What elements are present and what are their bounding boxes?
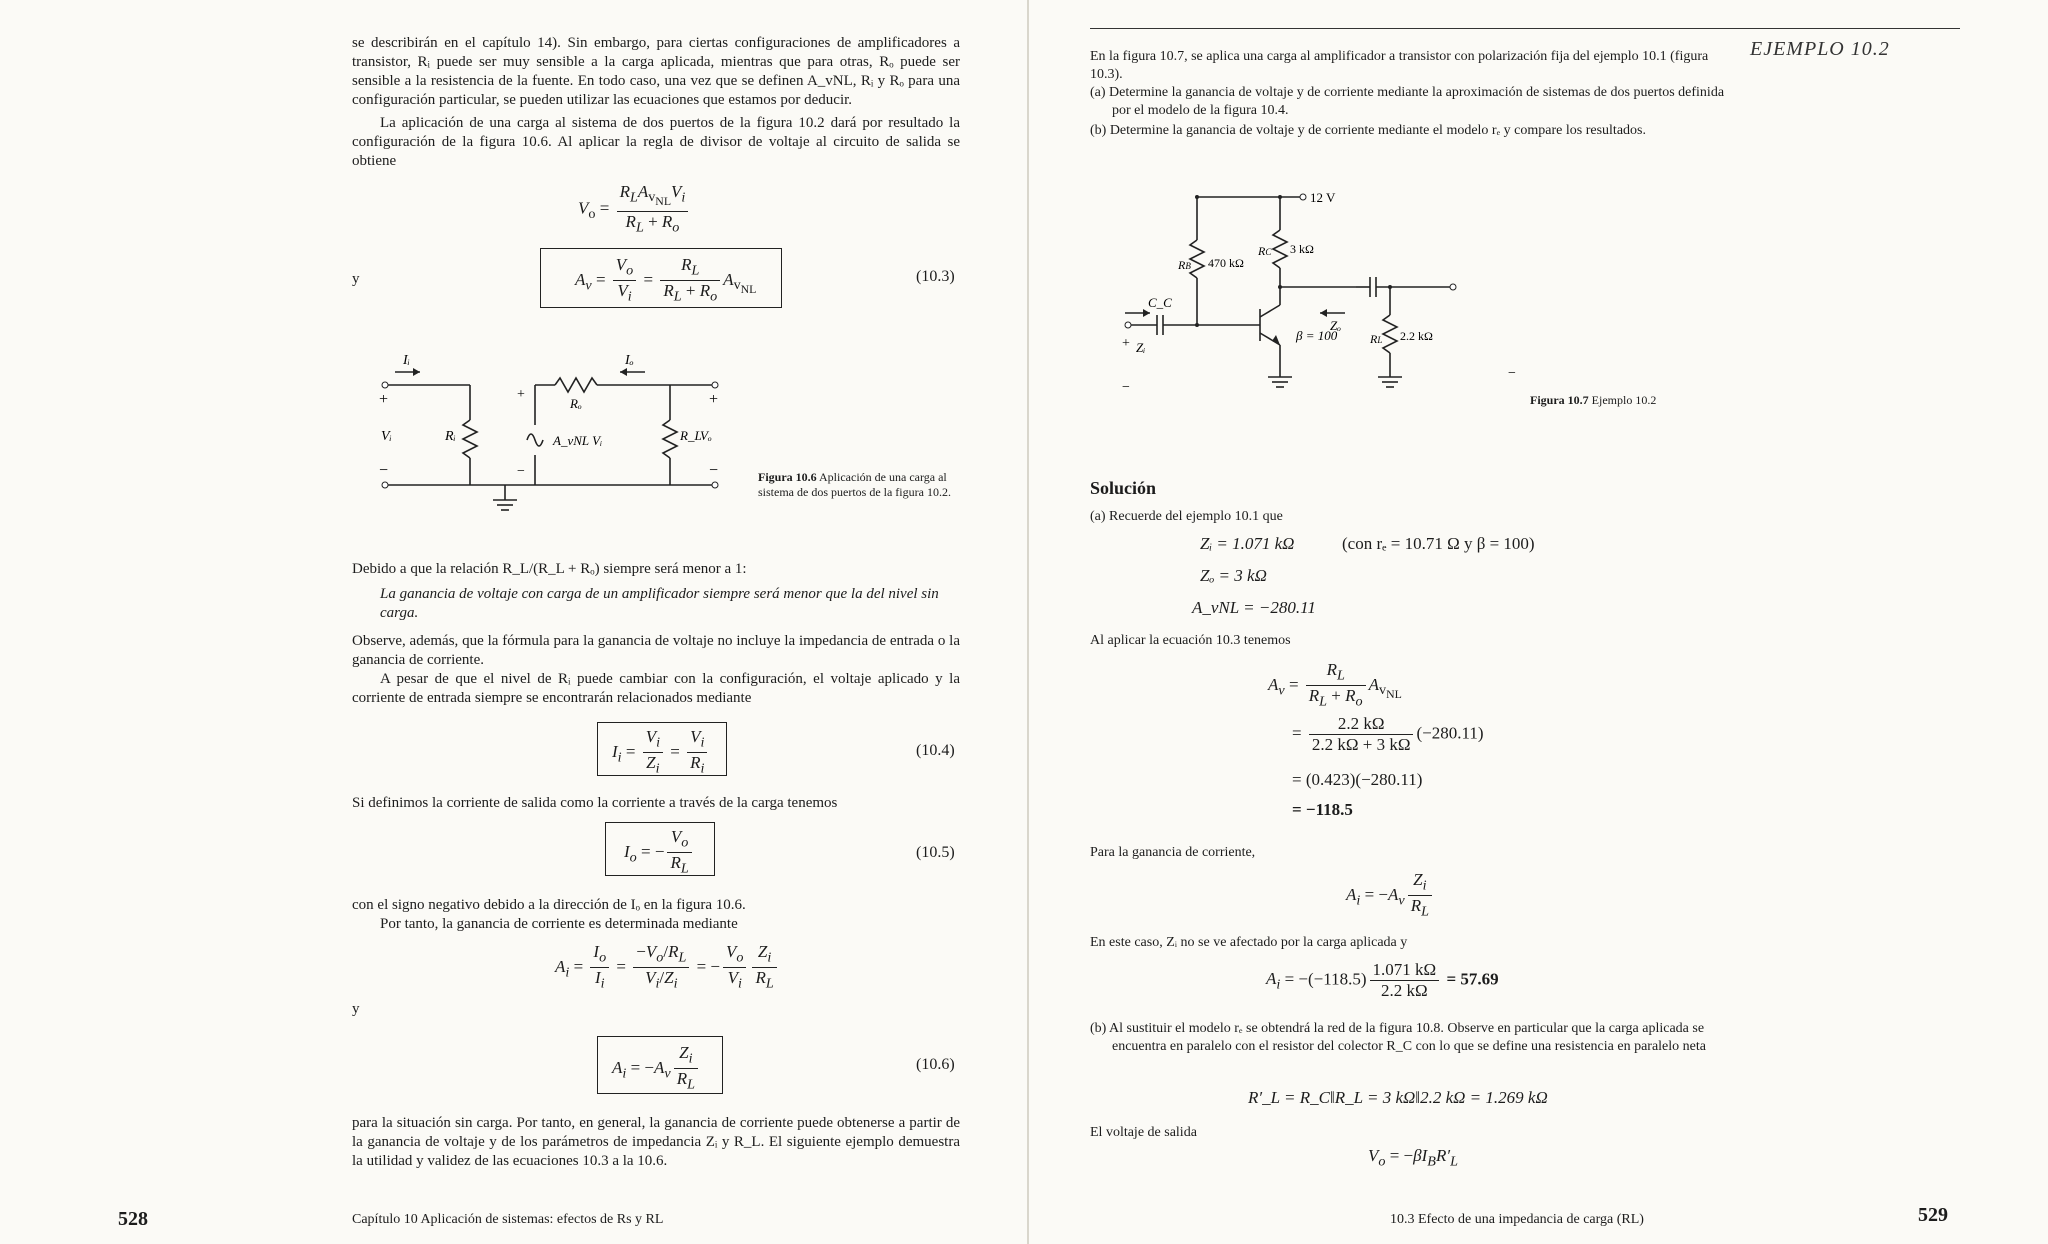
- figure-10-7-circuit: [1100, 185, 1520, 395]
- label-rl-value: 2.2 kΩ: [1400, 329, 1433, 343]
- equation-vo-divider: $V_o$ = $\frac{R_LA_{v_{NL}}V_i}{R_L + R_o}$: [578, 182, 691, 238]
- equation-av-step1: $A_v$ = $\frac{R_L}{R_L + R_o}$ $A_{v_{NL}}$: [1268, 660, 1402, 710]
- svg-text:+: +: [517, 387, 525, 402]
- equation-box-10-6: $A_i = -A_v$ $\frac{Z_i}{R_L}$: [597, 1036, 723, 1094]
- page-number-right: 529: [1918, 1204, 1948, 1226]
- page-number-left: 528: [118, 1208, 148, 1230]
- equation-av-step2: = $\frac{2.2 k\Omega}{2.2 k\Omega + 3 k\Omega}$ (−280.11): [1292, 714, 1484, 754]
- footer-left: Capítulo 10 Aplicación de sistemas: efectos de Rs y RL: [352, 1212, 664, 1227]
- example-intro: En la figura 10.7, se aplica una carga al amplificador a transistor con polarización fija del ejemplo 10.1 (figura 10.3).: [1090, 49, 1709, 82]
- quote-voltage-gain: La ganancia de voltaje con carga de un amplificador siempre será menor que la del nivel sin carga.: [380, 586, 939, 621]
- solution-part-a: (a) Recuerde del ejemplo 10.1 que: [1090, 509, 1283, 524]
- svg-text:RC: RC: [1258, 244, 1272, 258]
- figure-10-6-caption: [758, 470, 958, 500]
- label-zi: Zᵢ: [1136, 340, 1146, 355]
- equation-number-10-6: (10.6): [916, 1056, 955, 1073]
- solution-part-b: (b) Al sustituir el modelo rₑ se obtendrá la red de la figura 10.8. Observe en particular que la carga aplicada se encuentra en paralelo con el resistor del colector R_C con lo que se define una resistencia en paralelo neta: [1090, 1021, 1706, 1054]
- equation-vout: $V_o = -\beta I_BR'_L$: [1368, 1146, 1458, 1170]
- figure-10-6-circuit: [375, 350, 735, 520]
- equation-rl-parallel: R′_L = R_C‖R_L = 3 kΩ‖2.2 kΩ = 1.269 kΩ: [1248, 1088, 1548, 1107]
- paragraph-5: A pesar de que el nivel de Rᵢ puede cambiar con la configuración, el voltaje aplicado y la corriente de entrada siempre se encontrarán relacionados mediante: [352, 671, 960, 706]
- equation-av-step3: = (0.423)(−280.11): [1292, 770, 1423, 789]
- svg-text:−: −: [379, 462, 389, 479]
- svg-text:+: +: [1122, 336, 1130, 351]
- equation-av-result: = −118.5: [1292, 800, 1353, 819]
- label-vi: Vᵢ: [381, 429, 392, 444]
- example-title: EJEMPLO 10.2: [1750, 38, 1890, 60]
- svg-text:RB: RB: [1178, 258, 1191, 272]
- paragraph-7: con el signo negativo debido a la dirección de Iₒ en la figura 10.6.: [352, 897, 746, 913]
- current-gain-intro: Para la ganancia de corriente,: [1090, 845, 1256, 860]
- conjunction-y-2: y: [352, 1001, 360, 1017]
- figure-10-7-caption: [1530, 393, 1656, 408]
- ai-result: = 57.69: [1446, 969, 1499, 989]
- equation-box-10-4: $I_i$ = $\frac{V_i}{Z_i}$ = $\frac{V_i}{R_i}$: [597, 722, 727, 776]
- equation-number-10-3: (10.3): [916, 268, 955, 285]
- svg-text:−: −: [1122, 380, 1130, 395]
- label-rb-value: 470 kΩ: [1208, 256, 1244, 270]
- label-io: Iₒ: [625, 353, 634, 368]
- paragraph-3: Debido a que la relación R_L/(R_L + Rₒ) siempre será menor a 1:: [352, 561, 747, 577]
- caption-text: Aplicación de una carga al sistema de dos puertos de la figura 10.2.: [758, 470, 951, 499]
- zi-unaffected-text: En este caso, Zᵢ no se ve afectado por la carga aplicada y: [1090, 935, 1408, 950]
- svg-text:−: −: [517, 464, 525, 479]
- svg-text:RL: RL: [1370, 332, 1383, 346]
- footer-right: 10.3 Efecto de una impedancia de carga (RL): [1390, 1212, 1644, 1227]
- apply-equation-text: Al aplicar la ecuación 10.3 tenemos: [1090, 633, 1291, 648]
- paragraph-4: Observe, además, que la fórmula para la ganancia de voltaje no incluye la impedancia de entrada o la ganancia de corriente.: [352, 633, 960, 668]
- label-ri: Rᵢ: [445, 429, 456, 444]
- label-rc-value: 3 kΩ: [1290, 242, 1314, 256]
- equation-ai-substitution: $A_i = -(-118.5)$ $\frac{1.071 k\Omega}{2.2 k\Omega}$ = 57.69: [1266, 960, 1499, 1000]
- solution-title: Solución: [1090, 478, 1157, 498]
- caption-text: Ejemplo 10.2: [1591, 393, 1657, 407]
- equation-box-10-5: $I_o$ = − $\frac{V_o}{R_L}$: [605, 822, 715, 876]
- zo-value: Zₒ = 3 kΩ: [1200, 566, 1267, 585]
- caption-label: Figura 10.7: [1530, 393, 1589, 407]
- svg-text:+: +: [379, 391, 389, 408]
- avnl-value: A_vNL = −280.11: [1192, 598, 1316, 617]
- label-ro: Rₒ: [570, 396, 582, 411]
- zi-note: (con rₑ = 10.71 Ω y β = 100): [1342, 534, 1535, 553]
- svg-text:−: −: [709, 462, 719, 479]
- equation-ai-formula: $A_i = -A_v$ $\frac{Z_i}{R_L}$: [1346, 870, 1435, 922]
- example-rule: [1090, 28, 1960, 29]
- equation-ai-derivation: $A_i$ = $\frac{I_o}{I_i}$ = $\frac{-V_o/R_L}{V_i/Z_i}$ = − $\frac{V_o}{V_i}$ $\frac{Z_i}{R_L}$: [555, 942, 780, 994]
- svg-text:+: +: [709, 391, 719, 408]
- label-avnl-vi: A_vNL Vᵢ: [553, 433, 603, 448]
- caption-label: Figura 10.6: [758, 470, 817, 484]
- label-cc: C_C: [1148, 295, 1172, 310]
- label-vcc: 12 V: [1310, 190, 1336, 205]
- label-vo: Vₒ: [700, 428, 712, 443]
- paragraph-9: para la situación sin carga. Por tanto, en general, la ganancia de corriente puede obtenerse a partir de la ganancia de voltaje y de los parámetros de impedancia Zᵢ y R_L. El siguiente ejemplo demuestra la utilidad y validez de las ecuaciones 10.3 a la 10.6.: [352, 1115, 960, 1169]
- label-zo: Zₒ: [1330, 318, 1341, 333]
- paragraph-2: La aplicación de una carga al sistema de dos puertos de la figura 10.2 dará por resultado la configuración de la figura 10.6. Al aplicar la regla de divisor de voltaje al circuito de salida se obtiene: [352, 115, 960, 169]
- paragraph-8: Por tanto, la ganancia de corriente es determinada mediante: [380, 916, 738, 932]
- equation-number-10-5: (10.5): [916, 844, 955, 861]
- paragraph-1: se describirán en el capítulo 14). Sin embargo, para ciertas configuraciones de amplificadores a transistor, Rᵢ puede ser muy sensible a la carga aplicada, mientras que para otras, Rₒ puede ser sensible a la resistencia de la fuente. En todo caso, una vez que se definen A_vNL, Rᵢ y Rₒ para una configuración particular, se pueden utilizar las ecuaciones que estamos por deducir.: [352, 35, 960, 108]
- page-gutter: [1027, 0, 1029, 1244]
- example-item-b: (b) Determine la ganancia de voltaje y de corriente mediante el modelo rₑ y compare los resultados.: [1090, 123, 1646, 138]
- svg-text:−: −: [1508, 366, 1516, 381]
- example-item-a: (a) Determine la ganancia de voltaje y de corriente mediante la aproximación de sistemas de dos puertos definida por el modelo de la figura 10.4.: [1090, 85, 1725, 118]
- label-rl: R_L: [680, 428, 702, 443]
- output-voltage-intro: El voltaje de salida: [1090, 1125, 1197, 1140]
- conjunction-y-1: y: [352, 271, 360, 287]
- equation-number-10-4: (10.4): [916, 742, 955, 759]
- equation-box-10-3: $A_v$ = $\frac{V_o}{V_i}$ = $\frac{R_L}{R_L + R_o}$ $A_{v_{NL}}$: [540, 248, 782, 308]
- label-ii: Iᵢ: [403, 353, 410, 368]
- page-529: [1030, 0, 2048, 1244]
- paragraph-6: Si definimos la corriente de salida como la corriente a través de la carga tenemos: [352, 795, 838, 811]
- label-beta: β = 100: [1296, 328, 1338, 343]
- zi-value: Zᵢ = 1.071 kΩ: [1200, 534, 1295, 553]
